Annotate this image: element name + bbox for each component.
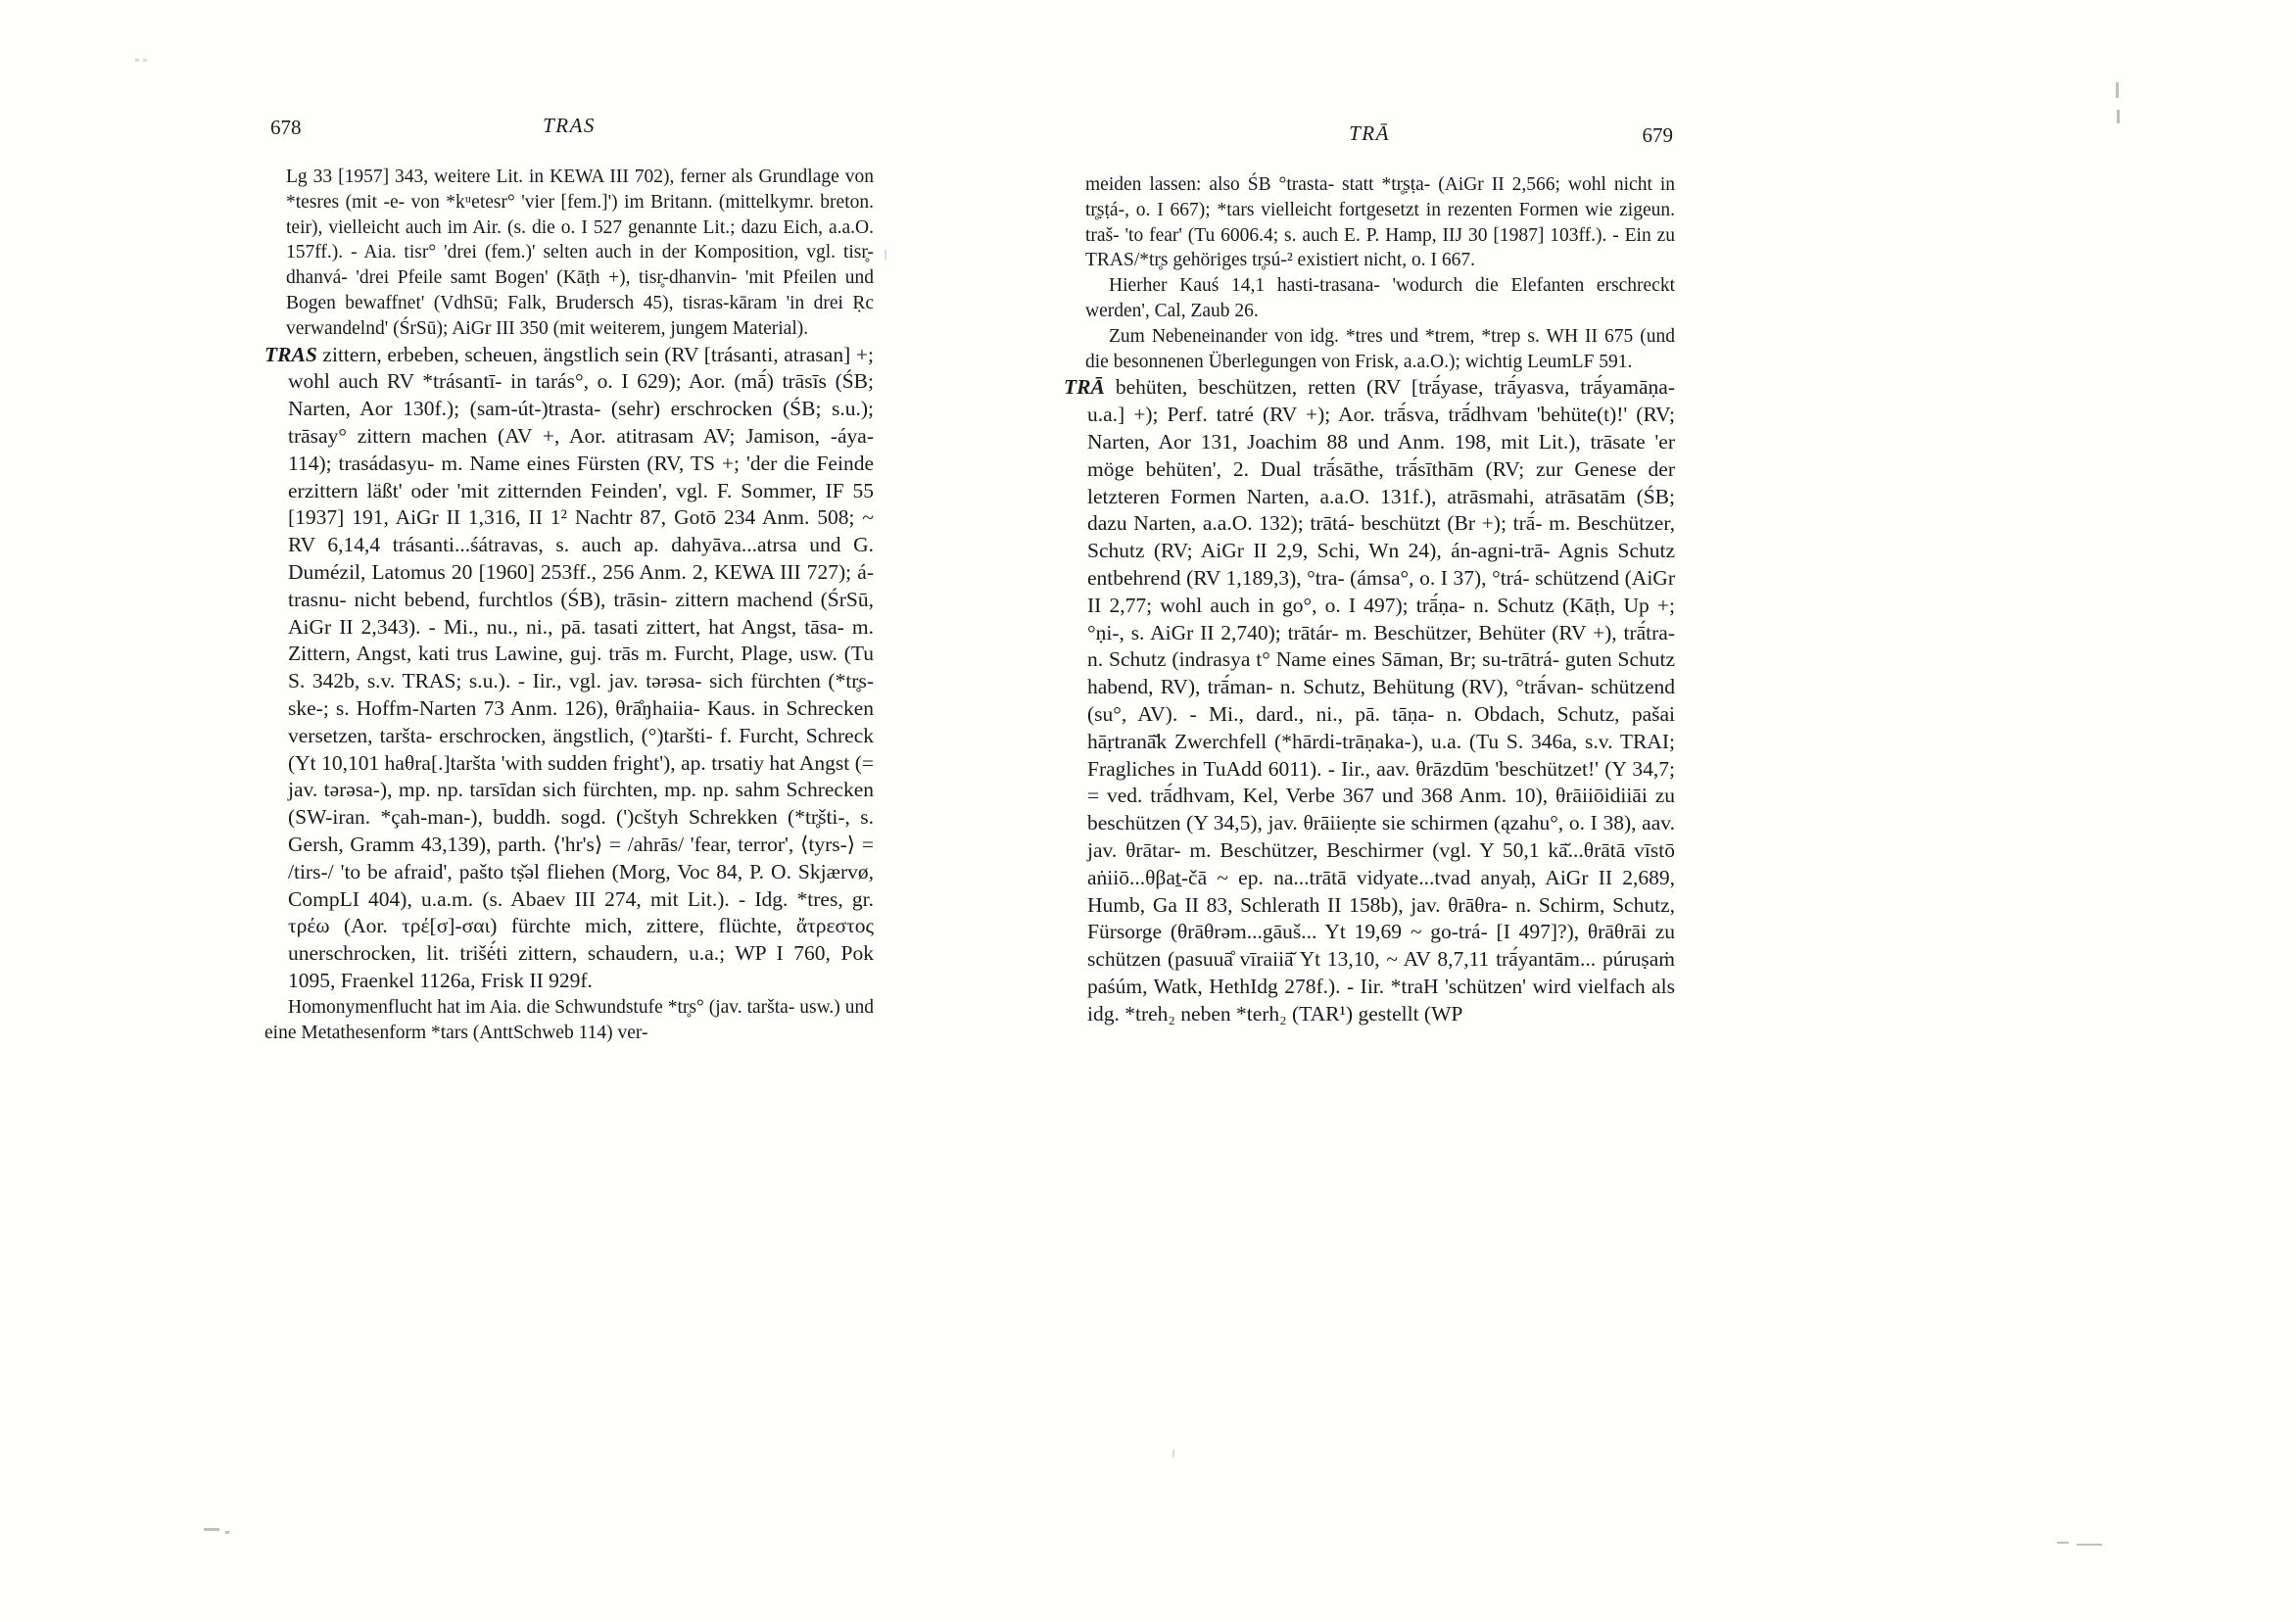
entry-headword: TRAS <box>264 342 317 366</box>
scan-artifact <box>225 1531 229 1534</box>
page-body-right <box>1064 172 1675 1028</box>
entry-headword: TRĀ <box>1064 375 1105 400</box>
running-head-right: TRĀ <box>1349 121 1390 145</box>
scan-artifact <box>135 59 139 62</box>
dictionary-entry: TRĀ behüten, beschützen, retten (RV [trā́yase, trā́yasva, trā́yamāṇa- u.a.] +); Perf. tatré (RV +); Aor. trā́sva, trā́dhvam 'behüte(t)!' (RV; Narten, Aor 131, Joachim 88 und Anm. 198, mit Lit.), trāsate 'er möge behüten', 2. Dual trā́sāthe, trā́sīthām (RV; zur Genese der letzteren Formen Narten, a.a.O. 131f.), atrāsmahi, atrāsatām (ŚB; dazu Narten, a.a.O. 132); trātá- beschützt (Br +); trā́- m. Beschützer, Schutz (RV; AiGr II 2,9, Schi, Wn 24), án-agni-trā- Agnis Schutz entbehrend (RV 1,189,3), °tra- (ámsa°, o. I 37), °trá- schützend (AiGr II 2,77; wohl auch in go°, o. I 497); trā́ṇa- n. Schutz (Kāṭh, Up +; °ṇi-, s. AiGr II 2,740); trātár- m. Beschützer, Behüter (RV +), trā́tra- n. Schutz (indrasya t° Name eines Sāman, Br; su-trātrá- guten Schutz habend, RV), trā́man- n. Schutz, Behütung (RV), °trā́van- schützend (su°, AV). - Mi., dard., ni., pā. tāṇa- n. Obdach, Schutz, pašai hāṛtranā̆k Zwerchfell (*hārdi-trāṇaka-), u.a. (Tu S. 346a, s.v. TRAI; Fragliches in TuAdd 6011). - Iir., aav. θrāzdūm 'beschützet!' (Y 34,7; = ved. trā́dhvam, Kel, Verbe 367 und 368 Anm. 10), θrāiiōidiiāi zu beschützen (Y 34,5), jav. θrāiieṇte sie schirmen (ązahu°, o. I 38), aav. jav. θrātar- m. Beschützer, Beschirmer (vgl. Y 50,1 kā̆...θrātā vīstō aṅiiō...θβaṯ-čā ~ ep. na...trātā vidyate...tvad anyaḥ, AiGr II 2,689, Humb, Ga II 83, Schlerath II 158b), jav. θrāθra- n. Schirm, Schutz, Fürsorge (θrāθrəm...gāuš... Yt 19,69 ~ go-trá- [I 497]?), θrāθrāi zu schützen (pasuuā̊ vīraiiā̆ Yt 13,10, ~ AV 8,7,11 trā́yantām... púruṣaṁ paśúm, Watk, HethIdg 278f.). - Iir. *traH 'schützen' wird vielfach als idg. *treh₂ neben *terh₂ (TAR¹) gestellt (WP <box>1064 375 1675 1026</box>
paragraph: meiden lassen: also ŚB °trasta- statt *tr̥ṣṭa- (AiGr II 2,566; wohl nicht in tr̥ṣṭá-, o. I 667); *tars vielleicht fortgesetzt in rezenten Formen wie zigeun. traš- 'to fear' (Tu 6006.4; s. auch E. P. Hamp, IIJ 30 [1987] 103ff.). - Ein zu TRAS/*tr̥s gehöriges tr̥sú-² existiert nicht, o. I 667. <box>1085 174 1675 271</box>
scan-artifact <box>1172 1450 1174 1457</box>
running-head-left: TRAS <box>543 114 596 137</box>
scan-artifact <box>204 1528 219 1531</box>
paragraph: Zum Nebeneinander von idg. *tres und *trem, *trep s. WH II 675 (und die besonnenen Überlegungen von Frisk, a.a.O.); wichtig LeumLF 591. <box>1085 325 1675 372</box>
paragraph: Lg 33 [1957] 343, weitere Lit. in KEWA III 702), ferner als Grundlage von *tesres (mit -e- von *kᵘetesr° 'vier [fem.]') im Britann. (mittelkymr. breton. teir), vielleicht auch im Air. (s. die o. I 527 genannte Lit.; dazu Eich, a.a.O. 157ff.). - Aia. tisr° 'drei (fem.)' selten auch in der Komposition, vgl. tisr̥-dhanvá- 'drei Pfeile samt Bogen' (Kāṭh +), tisr̥-dhanvin- 'mit Pfeilen und Bogen bewaffnet' (VdhSū; Falk, Brudersch 45), tisras-kāram 'in drei Ṛc verwandelnd' (ŚrSū); AiGr III 350 (mit weiterem, jungem Material). <box>286 167 874 339</box>
page-number-left: 678 <box>270 116 302 139</box>
page-header-left <box>264 114 874 149</box>
scan-artifact <box>885 250 886 260</box>
paragraph: Homonymenflucht hat im Aia. die Schwundstufe *tr̥s° (jav. taršta- usw.) und eine Metathesenform *tars (AnttSchweb 114) ver- <box>264 996 874 1043</box>
page-right <box>1064 121 1675 1028</box>
paragraph: Hierher Kauś 14,1 hasti-trasana- 'wodurch die Elefanten erschreckt werden', Cal, Zaub 26. <box>1085 275 1675 321</box>
page-left <box>264 114 874 1045</box>
scan-artifact <box>143 59 147 62</box>
scan-artifact <box>2077 1544 2102 1546</box>
dictionary-entry: TRAS zittern, erbeben, scheuen, ängstlich sein (RV [trásanti, atrasan] +; wohl auch RV *trásantī- in tarás°, o. I 629); Aor. (mā́) trāsīs (ŚB; Narten, Aor 130f.); (sam-út-)trasta- (sehr) erschrocken (ŚB; s.u.); trāsay° zittern machen (AV +, Aor. atitrasam AV; Jamison, -áya- 114); trasádasyu- m. Name eines Fürsten (RV, TS +; 'der die Feinde erzittern läßt' oder 'mit zitternden Feinden', vgl. F. Sommer, IF 55 [1937] 191, AiGr II 1,316, II 1² Nachtr 87, Gotō 234 Anm. 508; ~ RV 6,14,4 trásanti...śátravas, s. auch ap. dahyāva...atrsa und G. Dumézil, Latomus 20 [1960] 253ff., 256 Anm. 2, KEWA III 727); á-trasnu- nicht bebend, furchtlos (ŚB), trāsin- zittern machend (ŚrSū, AiGr II 2,343). - Mi., nu., ni., pā. tasati zittert, hat Angst, tāsa- m. Zittern, Angst, kati trus Lawine, guj. trās m. Furcht, Plage, usw. (Tu S. 342b, s.v. TRAS; s.u.). - Iir., vgl. jav. tərəsa- sich fürchten (*tr̥s-ske-; s. Hoffm-Narten 73 Anm. 126), θrā̊ŋhaiia- Kaus. in Schrecken versetzen, taršta- erschrocken, ängstlich, (°)taršti- f. Furcht, Schreck (Yt 10,101 haθra[.]taršta 'with sudden fright'), ap. trsatiy hat Angst (= jav. tərəsa-), mp. np. tarsīdan sich fürchten, mp. np. sahm Schrecken (SW-iran. *çah-man-), buddh. sogd. (')cštyh Schrekken (*tr̥šti-, s. Gersh, Gramm 43,139), parth. ⟨'hr's⟩ = /ahrās/ 'fear, terror', ⟨tyrs-⟩ = /tirs-/ 'to be afraid', pašto tṣ̌əl fliehen (Morg, Voc 84, P. O. Skjærvø, CompLI 404), u.a.m. (s. Abaev III 274, mit Lit.). - Idg. *tres, gr. τρέω (Aor. τρέ[σ]-σαι) fürchte mich, zittere, flüchte, ἄτρεστος unerschrocken, lit. trišė́ti zittern, schaudern, u.a.; WP I 760, Pok 1095, Fraenkel 1126a, Frisk II 929f. <box>264 342 874 992</box>
scan-artifact <box>2116 82 2119 98</box>
page-number-right: 679 <box>1642 123 1673 147</box>
page-body-left <box>264 165 874 1045</box>
scan-artifact <box>2057 1542 2069 1544</box>
page-header-right <box>1064 121 1675 157</box>
scan-artifact <box>2117 110 2120 123</box>
